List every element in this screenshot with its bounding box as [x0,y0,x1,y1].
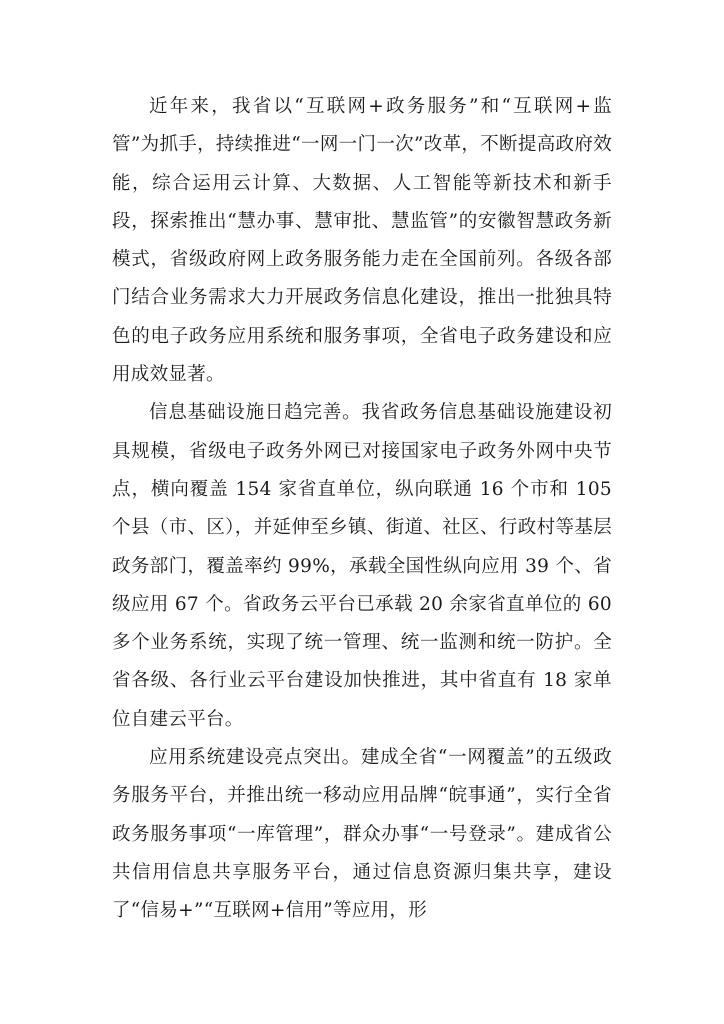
paragraph-infrastructure: 信息基础设施日趋完善。我省政务信息基础设施建设初具规模，省级电子政务外网已对接国家电子政务外网中央节点，横向覆盖 154 家省直单位，纵向联通 16 个市和 105 个县（市、区），并延伸至乡镇、街道、社区、行政村等基层政务部门，覆盖率约 99%，承载全国性纵向应用 39 个、省级应用 67 个。省政务云平台已承载 20 余家省直单位的 60 多个业务系统，实现了统一管理、统一监测和统一防护。全省各级、各行业云平台建设加快推进，其中省直有 18 家单位自建云平台。 [112,402,612,730]
paragraph-applications: 应用系统建设亮点突出。建成全省“一网覆盖”的五级政务服务平台，并推出统一移动应用品牌“皖事通”，实行全省政务服务事项“一库管理”，群众办事“一号登录”。建成省公共信用信息共享服务平台，通过信息资源归集共享，建设了“信易+”“互联网+信用”等应用，形 [112,747,612,922]
paragraph-intro: 近年来，我省以“互联网+政务服务”和“互联网+监管”为抓手，持续推进“一网一门一次”改革，不断提高政府效能，综合运用云计算、大数据、人工智能等新技术和新手段，探索推出“慧办事、慧审批、慧监管”的安徽智慧政务新模式，省级政府网上政务服务能力走在全国前列。各级各部门结合业务需求大力开展政务信息化建设，推出一批独具特色的电子政务应用系统和服务事项，全省电子政务建设和应用成效显著。 [112,96,612,386]
document-body [112,88,612,931]
